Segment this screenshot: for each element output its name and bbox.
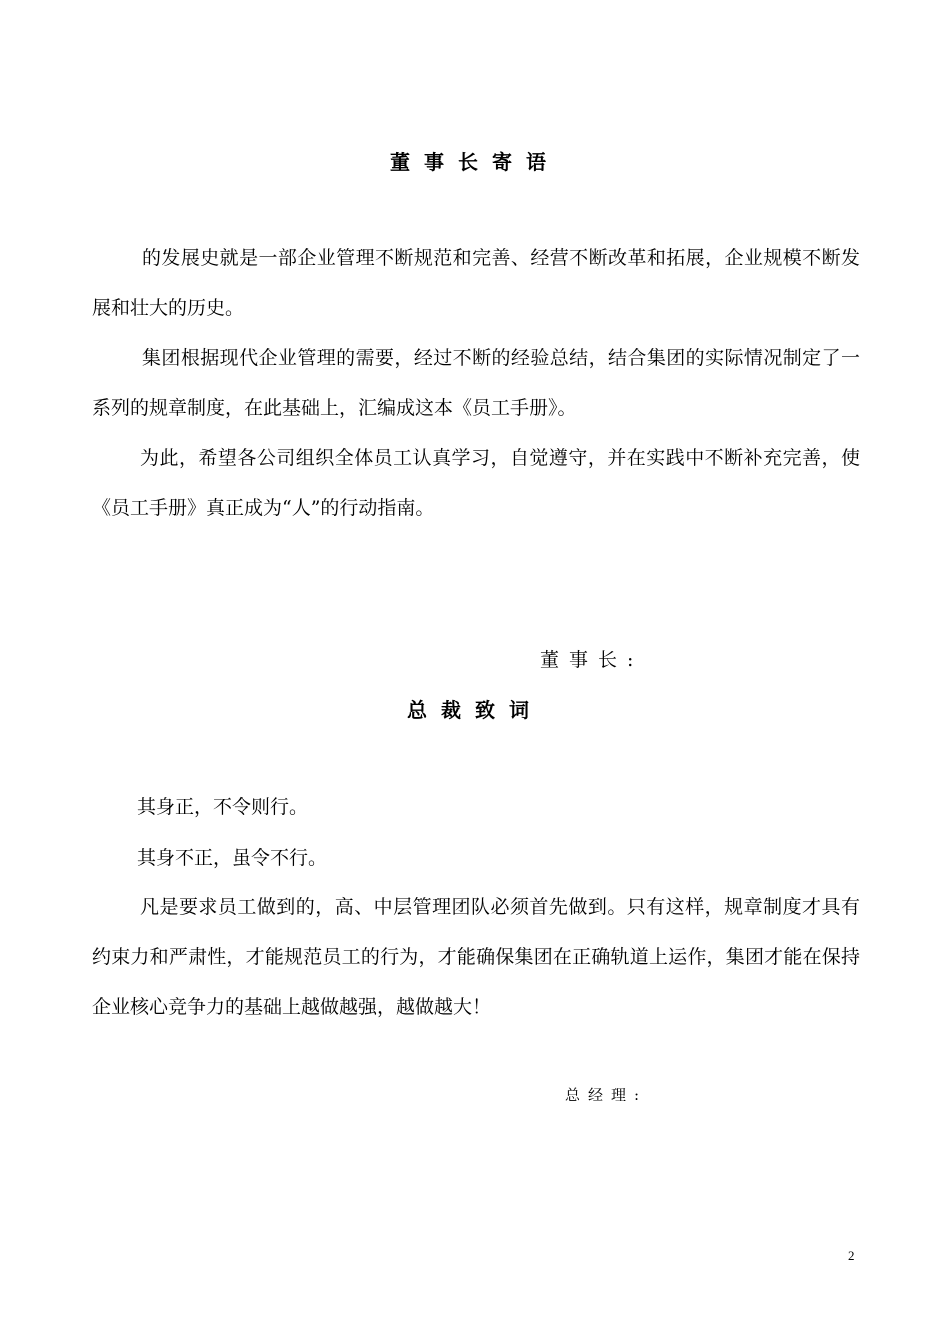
page-number: 2 (848, 1248, 855, 1263)
president-paragraph: 凡是要求员工做到的，高、中层管理团队必须首先做到。只有这样，规章制度才具有约束力和严肃性，才能规范员工的行为，才能确保集团在正确轨道上运作，集团才能在保持企业核心竞争力的基础上越做越强，越做越大！ (92, 896, 860, 1018)
chairman-section-title: 董事长寄语 (390, 150, 560, 174)
president-section-title: 总裁致词 (407, 698, 543, 722)
president-line-1: 其身正，不令则行。 (137, 796, 309, 818)
president-line-2: 其身不正，虽令不行。 (137, 847, 328, 869)
chairman-paragraph-3: 为此，希望各公司组织全体员工认真学习，自觉遵守，并在实践中不断补充完善，使《员工手册》真正成为“人”的行动指南。 (92, 447, 860, 519)
president-signature: 总经理: (565, 1086, 648, 1104)
chairman-paragraph-1: 的发展史就是一部企业管理不断规范和完善、经营不断改革和拓展，企业规模不断发展和壮大的历史。 (92, 247, 860, 319)
chairman-paragraph-2: 集团根据现代企业管理的需要，经过不断的经验总结，结合集团的实际情况制定了一系列的规章制度，在此基础上，汇编成这本《员工手册》。 (92, 347, 860, 419)
chairman-signature: 董事长: (540, 649, 644, 671)
